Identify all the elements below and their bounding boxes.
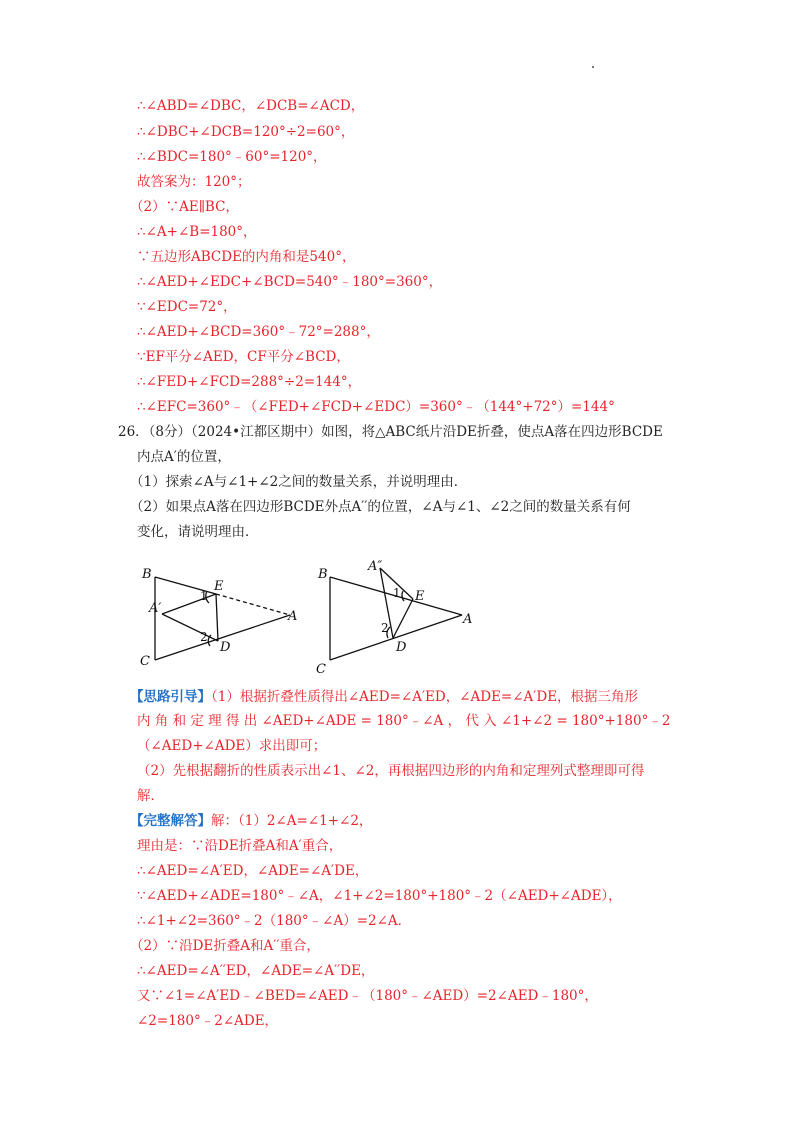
answer-text: 解：（1）2∠A=∠1+∠2， — [211, 813, 373, 829]
question-1: （1）探索∠A与∠1+∠2之间的数量关系，并说明理由． — [130, 474, 468, 490]
label-E: E — [415, 589, 425, 604]
label-A: A — [288, 609, 298, 624]
label-angle-1: 1 — [200, 589, 208, 603]
problem-statement: 26．（8分）（2024•江都区期中）如图，将△ABC纸片沿DE折叠，使点A落在四边形BCDE — [118, 424, 663, 440]
label-D: D — [220, 640, 231, 655]
hint-line-3: （∠AED+∠ADE）求出即可； — [137, 738, 327, 754]
label-E: E — [214, 579, 224, 594]
label-B: B — [142, 567, 152, 582]
solution-line: ∴∠ABD=∠DBC，∠DCB=∠ACD， — [137, 98, 365, 114]
solution-line: ∴∠FED+∠FCD=288°÷2=144°， — [137, 374, 362, 390]
solution-line: ∵五边形ABCDE的内角和是540°， — [137, 249, 356, 265]
solution-line: ∵EF平分∠AED，CF平分∠BCD， — [137, 349, 350, 365]
label-A-double-prime: A″ — [368, 559, 383, 574]
problem-statement-cont: 内点A′的位置， — [137, 449, 231, 465]
label-C: C — [140, 654, 150, 669]
question-2-cont: 变化，请说明理由． — [137, 524, 259, 540]
hint-line-1 — [130, 688, 638, 706]
segment-ApE — [162, 594, 216, 614]
answer-line-6: （2）∵沿DE折叠A和A′′重合， — [130, 938, 320, 954]
hint-tag: 【思路引导】 — [130, 689, 211, 705]
answer-line-1 — [130, 812, 372, 830]
solution-line: ∴∠A+∠B=180°， — [137, 224, 257, 240]
answer-line-3: ∴∠AED=∠A′ED，∠ADE=∠A′DE， — [137, 863, 369, 879]
answer-line-8: 又∵∠1=∠A′ED﹣∠BED=∠AED﹣（180°﹣∠AED）=2∠AED﹣180°， — [137, 988, 598, 1004]
hint-line-5: 解． — [137, 788, 164, 804]
answer-line-4: ∵∠AED+∠ADE=180°﹣∠A，∠1+∠2=180°+180°﹣2（∠AED+∠ADE）， — [137, 888, 622, 904]
angle-1-arc — [402, 591, 404, 601]
label-angle-1: 1 — [393, 586, 401, 600]
solution-line: （2）∵AE∥BC， — [130, 199, 239, 215]
answer-line-7: ∴∠AED=∠A′′ED，∠ADE=∠A′′DE， — [137, 963, 375, 979]
label-D: D — [396, 640, 407, 655]
hint-line-2: 内 角 和 定 理 得 出 ∠AED+∠ADE = 180°﹣∠A ， 代 入 ∠1+∠2 = 180°+180°﹣2 — [137, 713, 671, 729]
label-A: A — [463, 612, 473, 627]
question-2: （2）如果点A落在四边形BCDE外点A′′的位置，∠A与∠1、∠2之间的数量关系有何 — [130, 499, 631, 515]
solution-line: ∴∠AED+∠EDC+∠BCD=540°﹣180°=360°， — [137, 274, 443, 290]
solution-line: ∴∠BDC=180°﹣60°=120°， — [137, 149, 327, 165]
answer-line-5: ∴∠1+∠2=360°﹣2（180°﹣∠A）=2∠A． — [137, 913, 412, 929]
answer-tag: 【完整解答】 — [130, 813, 211, 829]
label-A-prime: A′ — [149, 601, 162, 616]
label-B: B — [318, 567, 328, 582]
label-angle-2: 2 — [200, 630, 208, 644]
segment-EA-dashed — [216, 594, 290, 615]
label-C: C — [316, 662, 326, 677]
segment-ED — [216, 594, 218, 641]
solution-line: 故答案为：120°； — [137, 174, 251, 190]
answer-line-2: 理由是：∵沿DE折叠A和A′重合， — [137, 838, 343, 854]
answer-line-9: ∠2=180°﹣2∠ADE， — [137, 1013, 279, 1029]
solution-line: ∴∠AED+∠BCD=360°﹣72°=288°， — [137, 324, 380, 340]
solution-line: ∵∠EDC=72°， — [137, 299, 237, 315]
hint-text: （1）根据折叠性质得出∠AED=∠A′ED，∠ADE=∠A′DE，根据三角形 — [211, 689, 639, 705]
label-angle-2: 2 — [381, 621, 389, 635]
solution-line: ∴∠EFC=360°﹣（∠FED+∠FCD+∠EDC）=360°﹣（144°+72°）=144° — [137, 399, 615, 415]
solution-line: ∴∠DBC+∠DCB=120°÷2=60°， — [137, 124, 355, 140]
hint-line-4: （2）先根据翻折的性质表示出∠1、∠2，再根据四边形的内角和定理列式整理即可得 — [137, 763, 645, 779]
